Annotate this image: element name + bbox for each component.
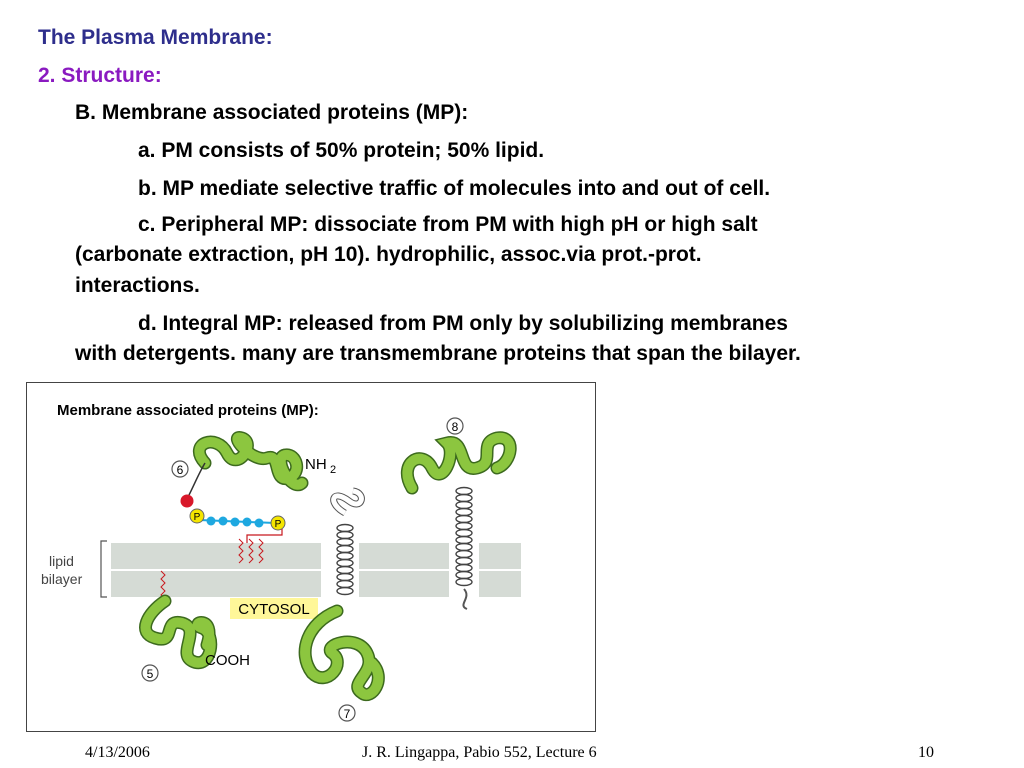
footer-page-number: 10 bbox=[918, 744, 934, 761]
bilayer-label: bilayer bbox=[41, 571, 83, 587]
peripheral-protein-6 bbox=[189, 437, 302, 495]
point-d-line-2: with detergents. many are transmembrane proteins that span the bilayer. bbox=[75, 342, 801, 365]
footer-date: 4/13/2006 bbox=[85, 744, 150, 761]
section-heading: B. Membrane associated proteins (MP): bbox=[75, 101, 469, 124]
slide-title: The Plasma Membrane: bbox=[38, 26, 273, 49]
nh2-subscript: 2 bbox=[330, 464, 337, 476]
figure-caption: Membrane associated proteins (MP): bbox=[57, 402, 319, 419]
point-d-line-1: d. Integral MP: released from PM only by solubilizing membranes bbox=[138, 312, 788, 335]
anchor-dot bbox=[181, 495, 194, 508]
phosphate-label-2: P bbox=[274, 519, 282, 530]
cytosol-label: CYTOSOL bbox=[238, 601, 310, 618]
point-c-line-1: c. Peripheral MP: dissociate from PM with high pH or high salt bbox=[138, 213, 758, 236]
membrane-figure bbox=[26, 382, 596, 732]
lipid-label: lipid bbox=[49, 553, 74, 569]
svg-text:7: 7 bbox=[343, 707, 351, 721]
slide-subtitle: 2. Structure: bbox=[38, 64, 162, 87]
phosphate-label-1: P bbox=[193, 512, 201, 523]
point-b: b. MP mediate selective traffic of molecules into and out of cell. bbox=[138, 177, 771, 200]
nh2-label: NH bbox=[305, 456, 327, 473]
svg-text:6: 6 bbox=[176, 463, 184, 477]
svg-text:5: 5 bbox=[146, 667, 154, 681]
point-c-line-2: (carbonate extraction, pH 10). hydrophilic, assoc.via prot.-prot. bbox=[75, 243, 702, 266]
cooh-label: COOH bbox=[205, 652, 250, 669]
point-a: a. PM consists of 50% protein; 50% lipid. bbox=[138, 139, 545, 162]
svg-text:8: 8 bbox=[451, 420, 459, 434]
point-c-line-3: interactions. bbox=[75, 274, 200, 297]
footer-course: J. R. Lingappa, Pabio 552, Lecture 6 bbox=[362, 744, 597, 761]
